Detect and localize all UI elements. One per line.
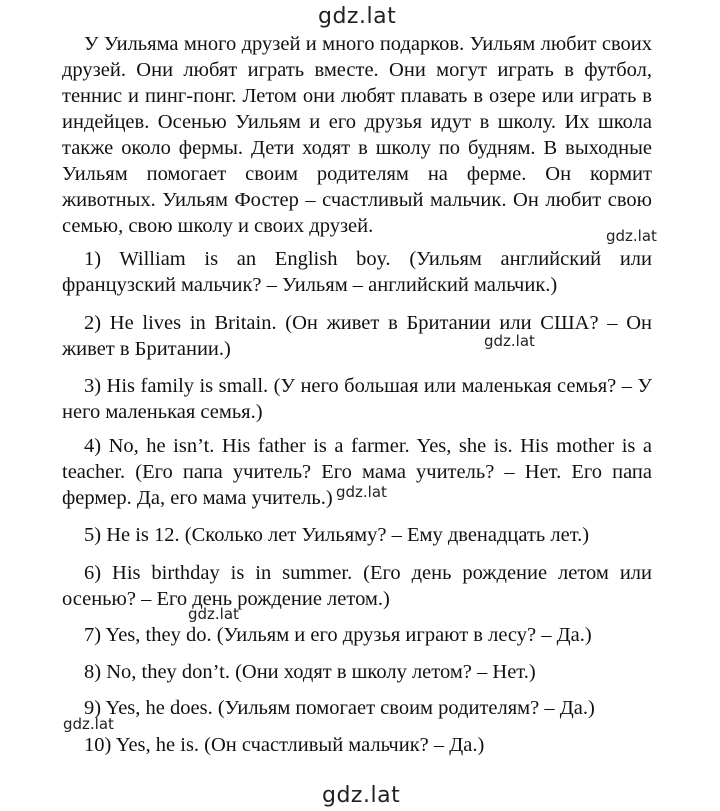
watermark-near-4: gdz.lat: [336, 483, 387, 501]
intro-paragraph: У Уильяма много друзей и много подарков. Уильям любит своих друзей. Они любят играть вместе. Они могут играть в футбол, теннис и пинг-понг. Летом они любят плавать в озере или играть в индейцев. Осенью Уильям и его друзья идут в школу. Их школа также около фермы. Дети ходят в школу по будням. В выходные Уильям помогает своим родителям на ферме. Он кормит животных. Уильям Фостер – счастливый мальчик. Он любит свою семью, свою школу и своих друзей.: [62, 33, 652, 237]
watermark-near-6: gdz.lat: [188, 605, 239, 623]
watermark-near-2: gdz.lat: [484, 332, 535, 350]
watermark-top: gdz.lat: [318, 4, 397, 29]
answer-4: 4) No, he isn’t. His father is a farmer. Yes, she is. His mother is a teacher. (Его папа учитель? Его мама учитель? – Нет. Его папа фермер. Да, его мама учитель.): [62, 435, 652, 509]
answer-5: 5) He is 12. (Сколько лет Уильяму? – Ему двенадцать лет.): [84, 524, 590, 546]
answer-8: 8) No, they don’t. (Они ходят в школу летом? – Нет.): [84, 661, 536, 683]
answer-2: 2) He lives in Britain. (Он живет в Британии или США? – Он живет в Британии.): [62, 312, 652, 360]
watermark-near-9: gdz.lat: [63, 715, 114, 733]
answer-9: 9) Yes, he does. (Уильям помогает своим родителям? – Да.): [84, 697, 595, 719]
answer-3: 3) His family is small. (У него большая или маленькая семья? – У него маленькая семья.): [62, 375, 652, 423]
watermark-after-intro: gdz.lat: [606, 227, 657, 245]
answer-1: 1) William is an English boy. (Уильям английский или французский мальчик? – Уильям – английский мальчик.): [62, 248, 652, 296]
answer-6: 6) His birthday is in summer. (Его день рождение летом или осенью? – Его день рождение летом.): [62, 562, 652, 610]
answer-10: 10) Yes, he is. (Он счастливый мальчик? – Да.): [84, 734, 485, 756]
answer-7: 7) Yes, they do. (Уильям и его друзья играют в лесу? – Да.): [84, 624, 592, 646]
watermark-bottom: gdz.lat: [322, 783, 401, 808]
